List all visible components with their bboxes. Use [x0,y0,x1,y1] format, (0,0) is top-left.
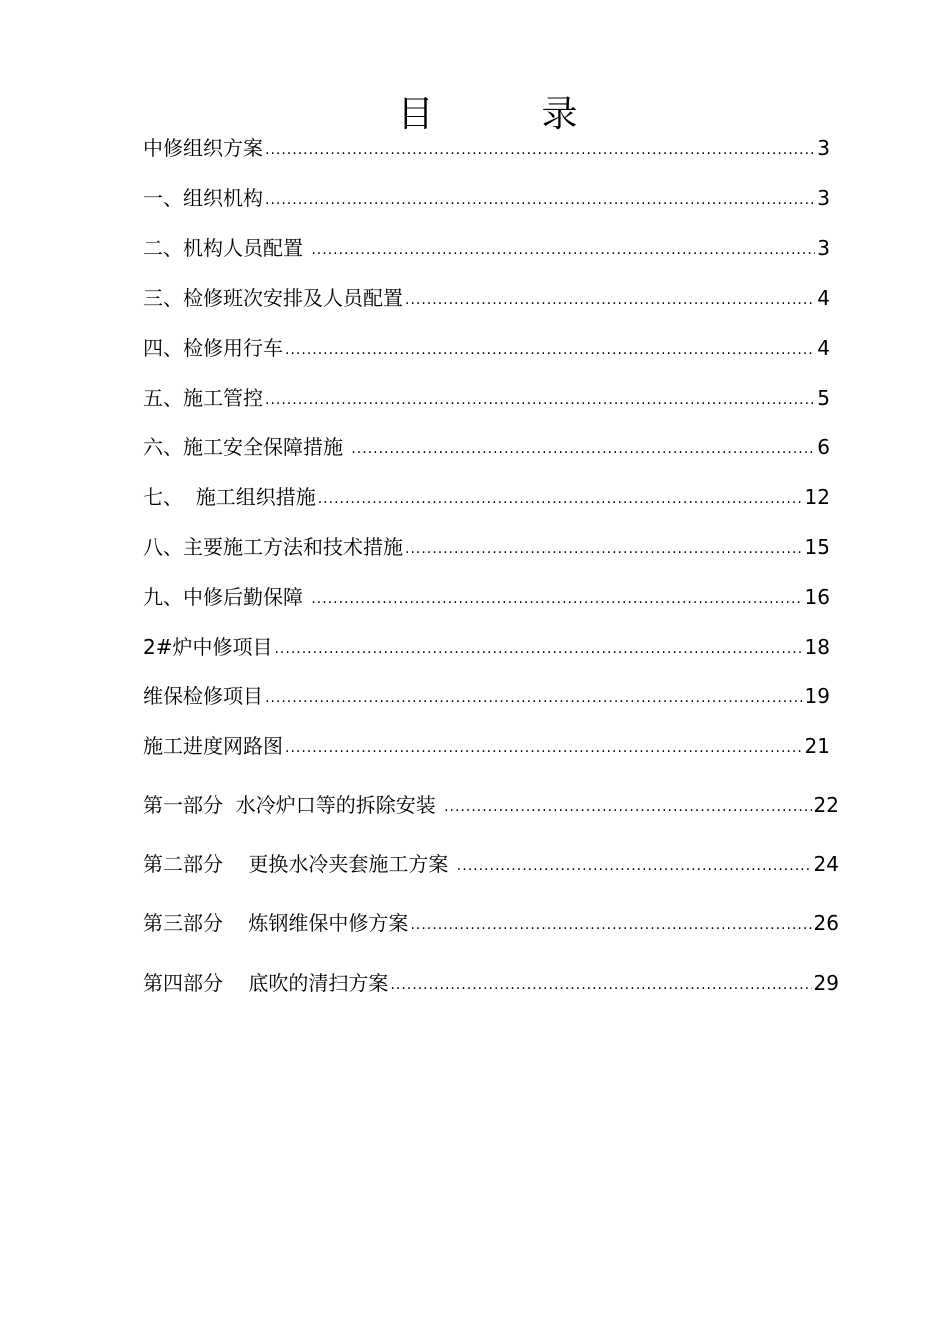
toc-entry[interactable] [143,582,830,612]
toc-entry-text: 2#炉中修项目 [143,635,273,659]
toc-entry[interactable] [143,731,830,761]
toc-entry-page: 15 [804,535,830,559]
toc-entry-text: 第一部分 水冷炉口等的拆除安装 [143,793,443,817]
toc-entry-text: 中修组织方案 [143,136,263,160]
toc-leader-dots [390,970,811,1000]
toc-leader-dots [405,534,803,564]
toc-entry-text: 二、机构人员配置 [143,236,310,260]
toc-leader-dots [265,385,815,415]
toc-entry[interactable] [143,968,839,998]
toc-entry[interactable] [143,283,830,313]
toc-entry-text: 施工进度网路图 [143,734,283,758]
toc-entry[interactable] [143,432,830,462]
toc-entry-page: 5 [817,386,830,410]
toc-leader-dots [311,235,815,265]
toc-entry-page: 3 [817,186,830,210]
toc-entry-page: 4 [817,336,830,360]
toc-entry[interactable] [143,482,830,512]
toc-leader-dots [285,733,803,763]
toc-entry-text: 第三部分 炼钢维保中修方案 [143,911,409,935]
toc-entry-text: 九、中修后勤保障 [143,585,310,609]
toc-entry-text: 五、施工管控 [143,386,263,410]
toc-entry-page: 16 [804,585,830,609]
toc-leader-dots [318,484,803,514]
toc-leader-dots [285,335,815,365]
toc-title: 目 录 [397,94,578,136]
toc-entry-text: 第二部分 更换水冷夹套施工方案 [143,852,455,876]
toc-entry[interactable] [143,681,830,711]
toc-entry-text: 第四部分 底吹的清扫方案 [143,971,389,995]
toc-leader-dots [457,851,812,881]
toc-entry-page: 6 [817,435,830,459]
toc-leader-dots [405,285,815,315]
toc-entry[interactable] [143,908,839,938]
toc-leader-dots [265,135,815,165]
toc-leader-dots [274,634,802,664]
toc-entry-page: 26 [813,911,839,935]
toc-entry-text: 四、检修用行车 [143,336,283,360]
toc-entry[interactable] [143,333,830,363]
toc-leader-dots [265,185,815,215]
toc-entry-page: 18 [804,635,830,659]
toc-entry-text: 一、组织机构 [143,186,263,210]
toc-entry-page: 21 [804,734,830,758]
toc-entry[interactable] [143,632,830,662]
toc-leader-dots [410,910,811,940]
toc-entry-page: 4 [817,286,830,310]
toc-entry-text: 三、检修班次安排及人员配置 [143,286,403,310]
toc-leader-dots [265,683,803,713]
toc-entry-page: 12 [804,485,830,509]
toc-entry-page: 19 [804,684,830,708]
toc-entry-page: 29 [813,971,839,995]
toc-entry[interactable] [143,532,830,562]
toc-entry[interactable] [143,183,830,213]
toc-entry-text: 八、主要施工方法和技术措施 [143,535,403,559]
toc-entry-page: 3 [817,236,830,260]
toc-entry[interactable] [143,233,830,263]
toc-entry-page: 22 [813,793,839,817]
toc-entry[interactable] [143,790,839,820]
toc-entry-text: 维保检修项目 [143,684,263,708]
toc-entry[interactable] [143,383,830,413]
toc-entry-text: 六、施工安全保障措施 [143,435,350,459]
toc-entry-page: 3 [817,136,830,160]
toc-leader-dots [311,584,802,614]
toc-entry-text: 七、 施工组织措施 [143,485,316,509]
toc-leader-dots [444,792,811,822]
toc-entry[interactable] [143,133,830,163]
toc-entry-page: 24 [813,852,839,876]
toc-leader-dots [351,434,815,464]
toc-entry[interactable] [143,849,839,879]
